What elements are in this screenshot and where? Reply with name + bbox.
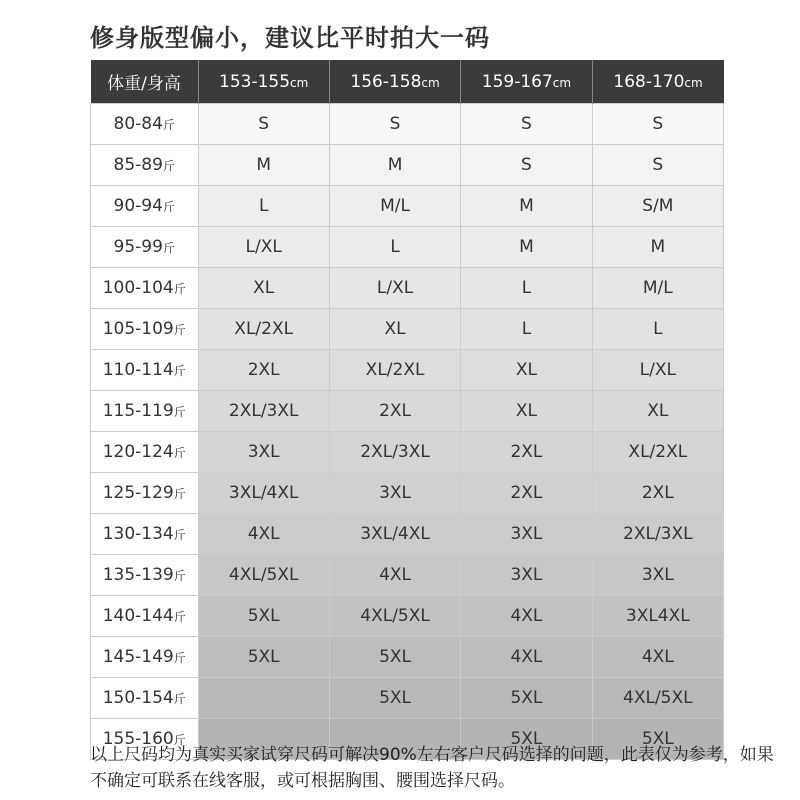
weight-cell: 110-114斤 [91,350,199,391]
weight-cell: 150-154斤 [91,678,199,719]
corner-header: 体重/身高 [91,60,199,104]
size-cell: S [461,145,592,186]
size-cell: 5XL [329,637,460,678]
size-cell: 3XL4XL [592,596,723,637]
weight-cell: 140-144斤 [91,596,199,637]
size-cell: XL [198,268,329,309]
size-cell: L/XL [329,268,460,309]
size-cell: XL [592,391,723,432]
size-cell: L/XL [592,350,723,391]
size-cell: 4XL/5XL [592,678,723,719]
table-row [91,350,724,391]
size-cell: 3XL/4XL [329,514,460,555]
size-cell: 3XL [198,432,329,473]
size-cell: XL/2XL [329,350,460,391]
size-cell: 5XL [592,719,723,760]
size-cell: S [592,145,723,186]
size-cell: 2XL [198,350,329,391]
size-cell: 2XL/3XL [329,432,460,473]
size-cell: S [592,104,723,145]
table-row [91,678,724,719]
size-cell: 3XL/4XL [198,473,329,514]
size-cell: 5XL [461,719,592,760]
table-row [91,227,724,268]
size-note: 以上尺码均为真实买家试穿尺码可解决90%左右客户尺码选择的问题，此表仅为参考，如果不确定可联系在线客服，或可根据胸围、腰围选择尺码。 [90,745,774,791]
height-header: 153-155cm [198,60,329,104]
table-row [91,473,724,514]
size-cell: 5XL [198,596,329,637]
size-cell: 2XL [592,473,723,514]
size-cell: M [329,145,460,186]
weight-cell: 145-149斤 [91,637,199,678]
weight-cell: 115-119斤 [91,391,199,432]
table-row [91,637,724,678]
size-chart-table [90,60,724,760]
weight-cell: 90-94斤 [91,186,199,227]
size-cell: S [198,104,329,145]
size-cell: S [461,104,592,145]
size-cell: XL/2XL [592,432,723,473]
size-cell: L [198,186,329,227]
size-cell: 3XL [592,555,723,596]
size-cell: 4XL [329,555,460,596]
table-row [91,268,724,309]
size-cell: L [461,309,592,350]
table-row [91,514,724,555]
size-cell: M [461,186,592,227]
size-cell: XL [461,391,592,432]
size-cell: 5XL [329,678,460,719]
size-cell [198,678,329,719]
table-row [91,555,724,596]
weight-cell: 135-139斤 [91,555,199,596]
table-row [91,145,724,186]
size-cell: M [461,227,592,268]
size-cell: 4XL [461,637,592,678]
weight-cell: 100-104斤 [91,268,199,309]
size-cell: 5XL [461,678,592,719]
size-cell: 4XL [198,514,329,555]
table-row [91,104,724,145]
size-cell: 2XL/3XL [592,514,723,555]
weight-cell: 95-99斤 [91,227,199,268]
size-cell: 5XL [198,637,329,678]
height-header: 156-158cm [329,60,460,104]
size-cell: S [329,104,460,145]
size-cell: 3XL [329,473,460,514]
size-cell: L [329,227,460,268]
size-cell: L [592,309,723,350]
table-row [91,596,724,637]
size-cell: XL/2XL [198,309,329,350]
size-cell: L/XL [198,227,329,268]
size-cell: S/M [592,186,723,227]
weight-cell: 85-89斤 [91,145,199,186]
page-title: 修身版型偏小，建议比平时拍大一码 [90,24,490,52]
size-cell: XL [461,350,592,391]
size-cell: 2XL [461,432,592,473]
table-row [91,309,724,350]
size-cell: M/L [592,268,723,309]
size-cell: XL [329,309,460,350]
table-row [91,391,724,432]
table-row [91,186,724,227]
size-cell: M [198,145,329,186]
size-cell: 4XL/5XL [198,555,329,596]
size-cell: 3XL [461,514,592,555]
size-cell: 4XL [592,637,723,678]
size-cell: 3XL [461,555,592,596]
size-cell: 2XL [461,473,592,514]
weight-cell: 130-134斤 [91,514,199,555]
weight-cell: 105-109斤 [91,309,199,350]
size-cell: M [592,227,723,268]
weight-cell: 155-160斤 [91,719,199,760]
size-cell: M/L [329,186,460,227]
size-cell: 2XL [329,391,460,432]
size-cell: L [461,268,592,309]
table-header-row [91,60,724,104]
weight-cell: 125-129斤 [91,473,199,514]
height-header: 159-167cm [461,60,592,104]
size-cell: 4XL [461,596,592,637]
weight-cell: 80-84斤 [91,104,199,145]
weight-cell: 120-124斤 [91,432,199,473]
size-cell: 4XL/5XL [329,596,460,637]
size-cell: 2XL/3XL [198,391,329,432]
table-row [91,432,724,473]
height-header: 168-170cm [592,60,723,104]
